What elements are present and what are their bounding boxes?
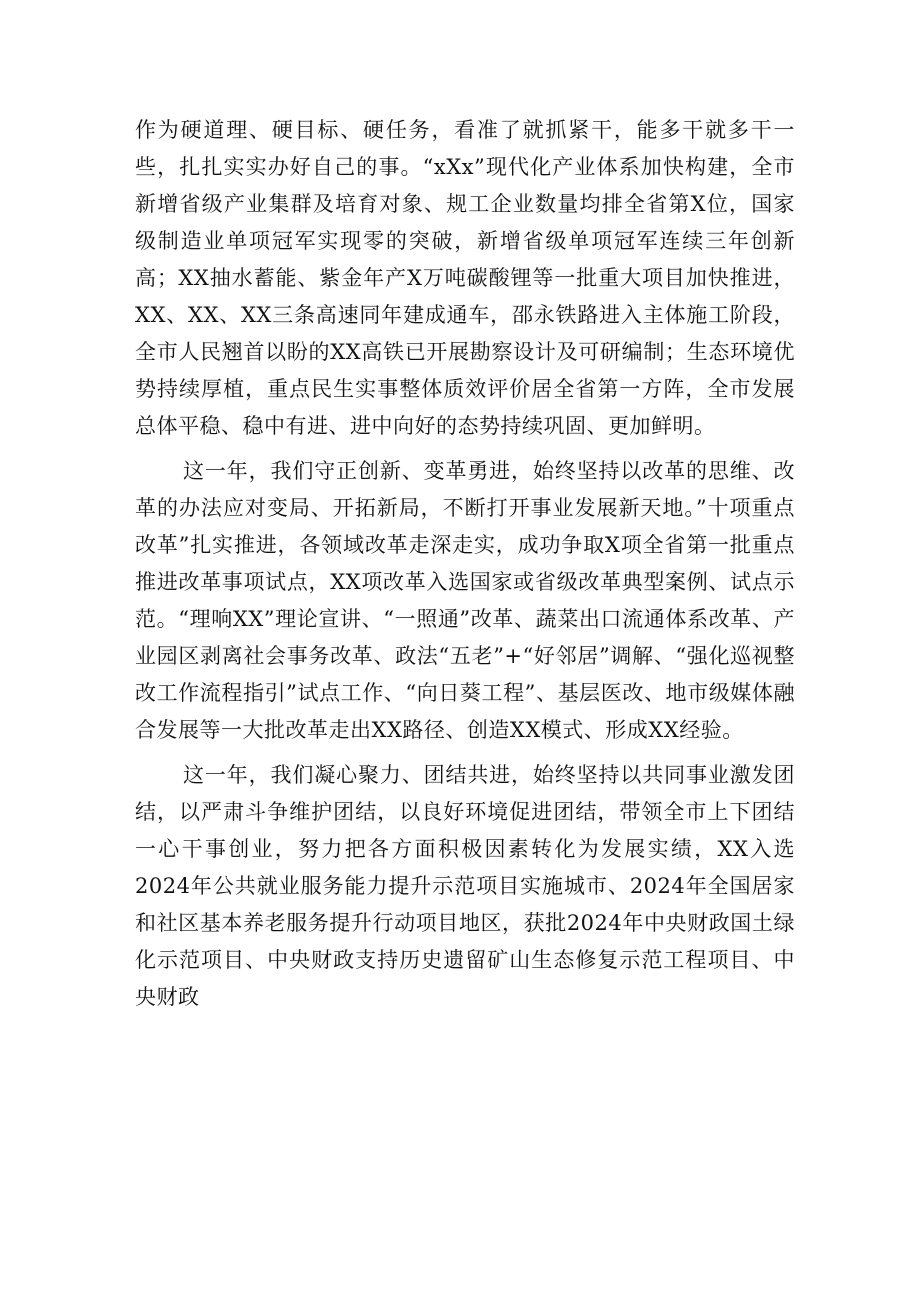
paragraph-3: 这一年，我们凝心聚力、团结共进，始终坚持以共同事业激发团结，以严肃斗争维护团结，以良好环境促进团结，带领全市上下团结一心干事创业，努力把各方面积极因素转化为发展实绩，XX入选2024年公共就业服务能力提升示范项目实施城市、2024年全国居家和社区基本养老服务提升行动项目地区，获批2024年中央财政国土绿化示范项目、中央财政支持历史遗留矿山生态修复示范工程项目、中央财政	[135, 763, 795, 1009]
document-body	[135, 112, 795, 1016]
paragraph-1: 作为硬道理、硬目标、硬任务，看准了就抓紧干，能多干就多干一些，扎扎实实办好自己的事。“xXx”现代化产业体系加快构建，全市新增省级产业集群及培育对象、规工企业数量均排全省第X位，国家级制造业单项冠军实现零的突破，新增省级单项冠军连续三年创新高；XX抽水蓄能、紫金年产X万吨碳酸锂等一批重大项目加快推进，XX、XX、XX三条高速同年建成通车，邵永铁路进入主体施工阶段，全市人民翘首以盼的XX高铁已开展勘察设计及可研编制；生态环境优势持续厚植，重点民生实事整体质效评价居全省第一方阵，全市发展总体平稳、稳中有进、进中向好的态势持续巩固、更加鲜明。	[135, 118, 795, 438]
paragraph-2: 这一年，我们守正创新、变革勇进，始终坚持以改革的思维、改革的办法应对变局、开拓新局，不断打开事业发展新天地。”十项重点改革”扎实推进，各领域改革走深走实，成功争取X项全省第一批重点推进改革事项试点，XX项改革入选国家或省级改革典型案例、试点示范。“理响XX”理论宣讲、“一照通”改革、蔬菜出口流通体系改革、产业园区剥离社会事务改革、政法“五老”+“好邻居”调解、“强化巡视整改工作流程指引”试点工作、“向日葵工程”、基层医改、地市级媒体融合发展等一大批改革走出XX路径、创造XX模式、形成XX经验。	[135, 459, 795, 742]
